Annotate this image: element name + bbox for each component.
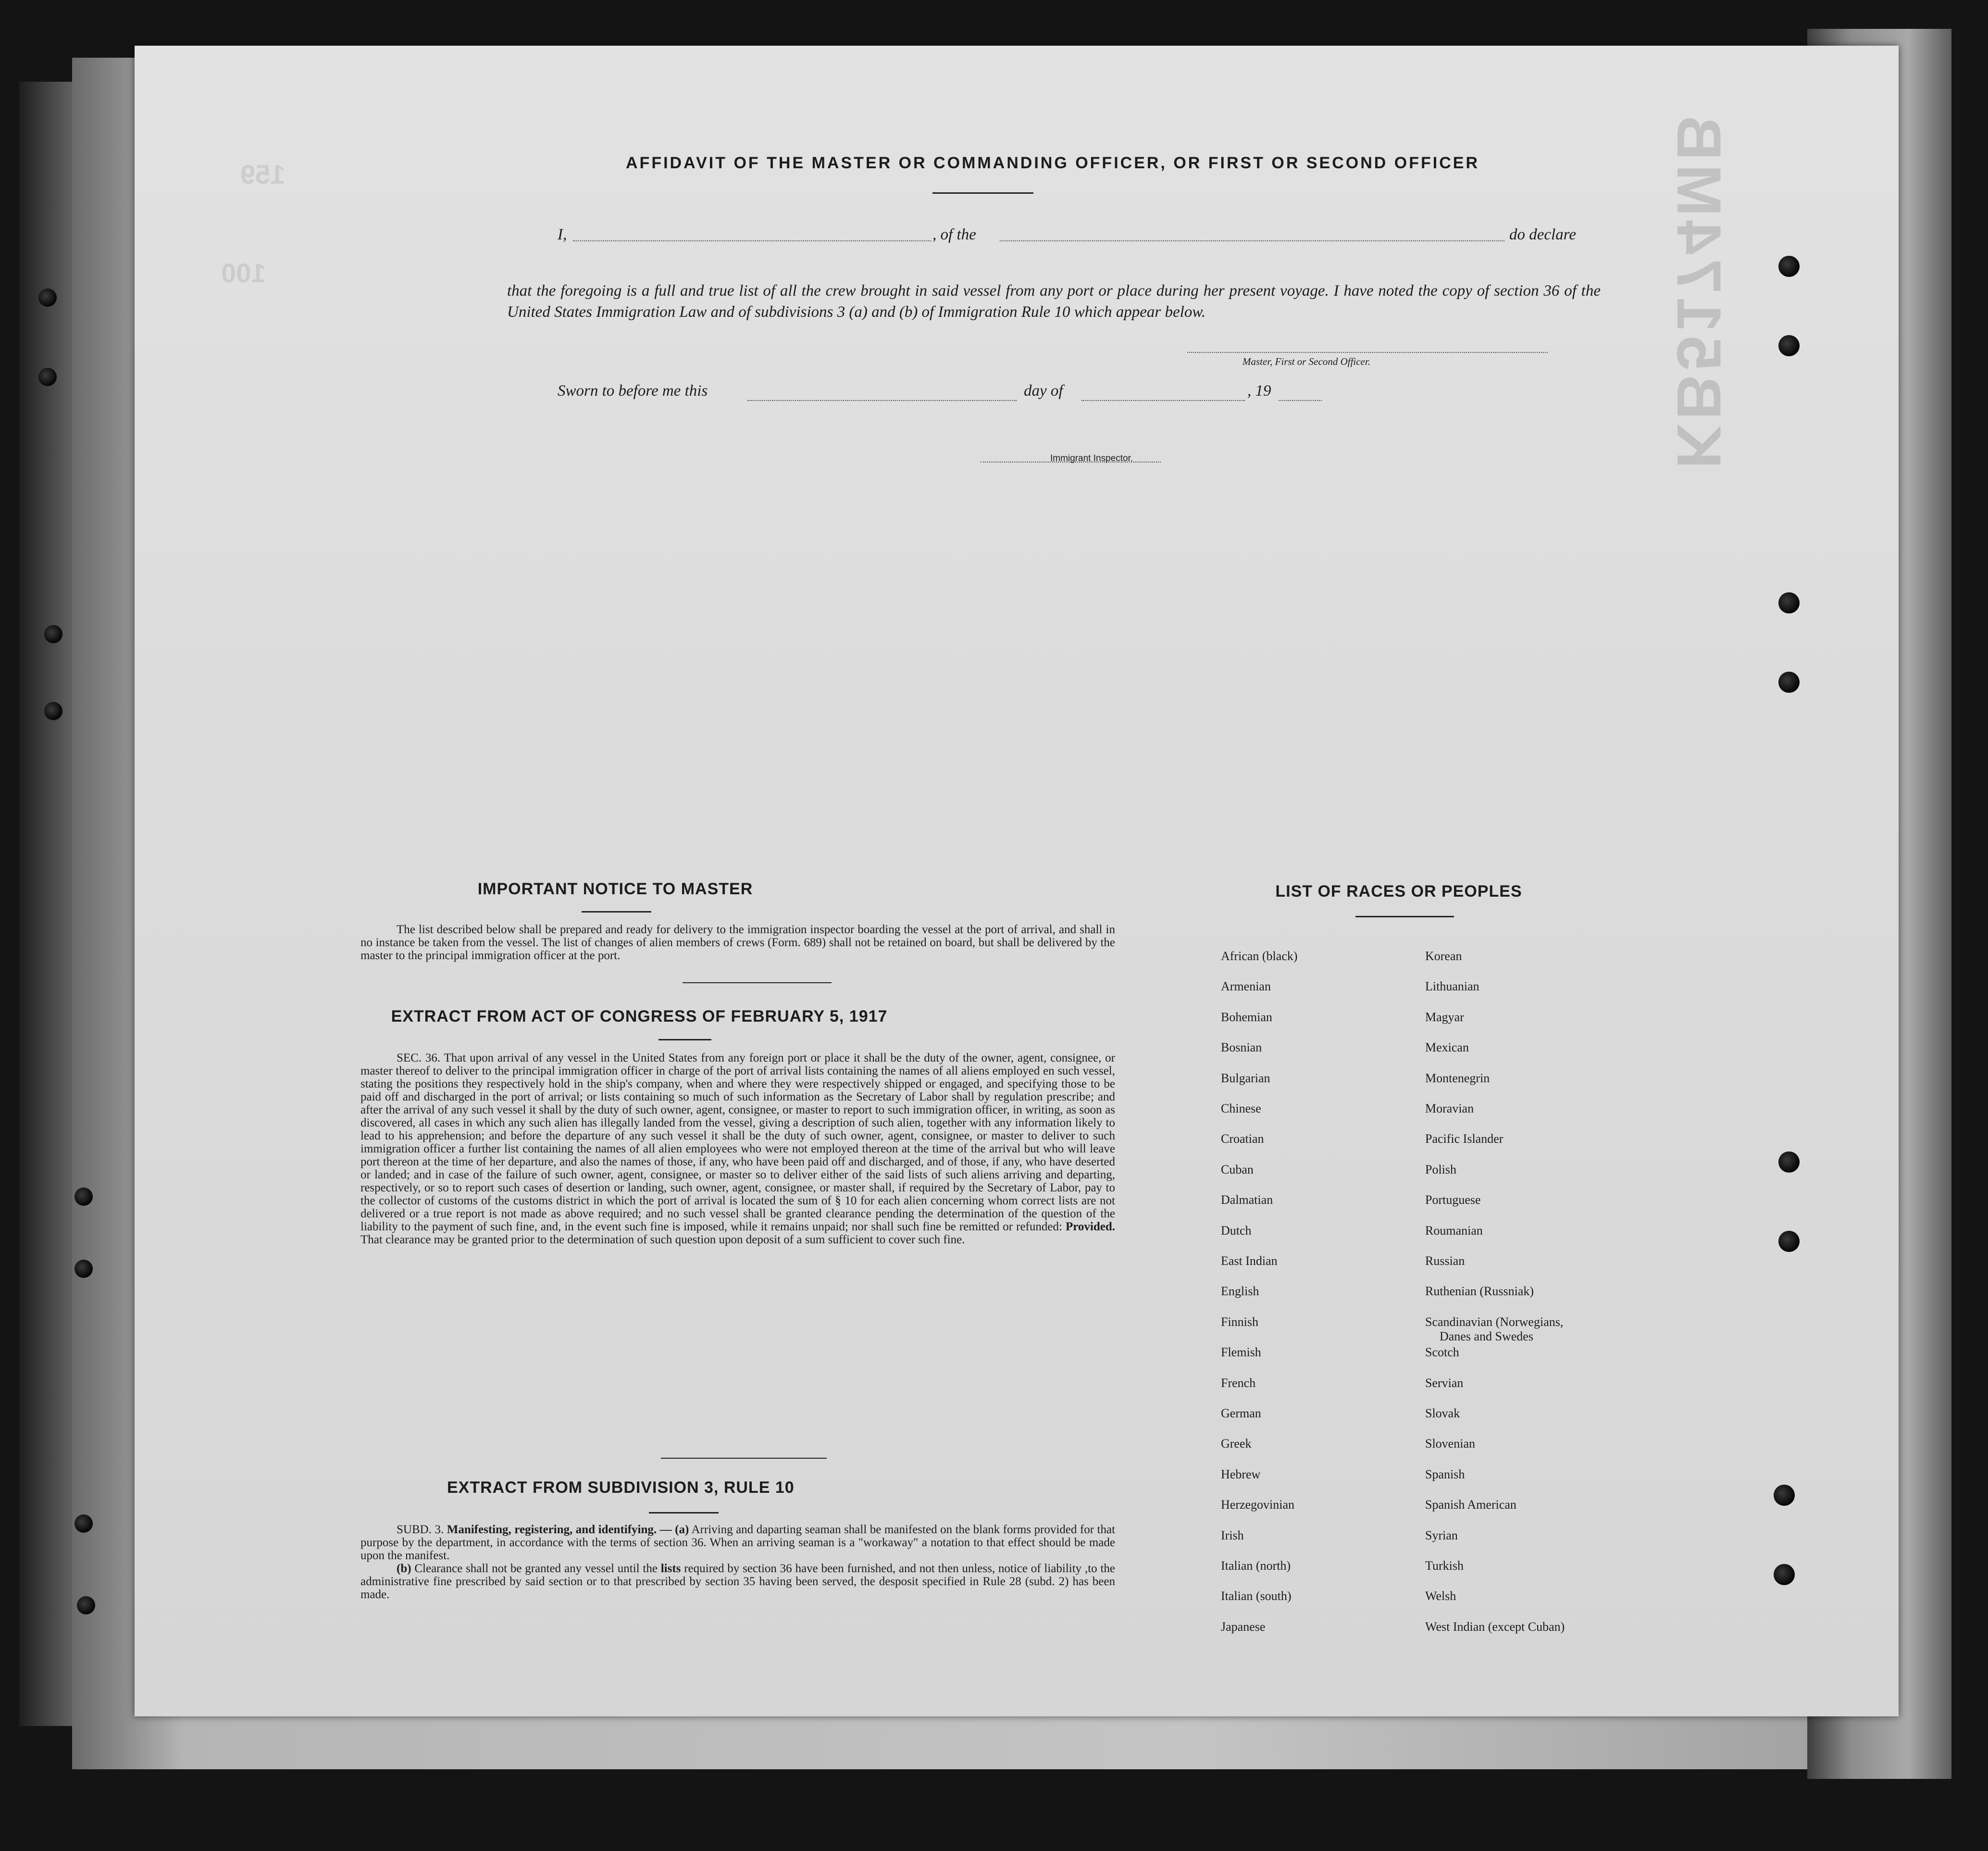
race-item: Russian xyxy=(1425,1254,1465,1268)
notice-separator xyxy=(683,982,832,983)
act-underline xyxy=(659,1039,711,1040)
race-item: French xyxy=(1221,1376,1256,1390)
notice-text xyxy=(360,923,1115,962)
race-item: Roumanian xyxy=(1425,1223,1483,1238)
subd-a-label: — (a) xyxy=(659,1523,689,1536)
race-item: Bulgarian xyxy=(1221,1071,1270,1085)
affidavit-do-declare: do declare xyxy=(1509,226,1576,243)
race-item: Finnish xyxy=(1221,1314,1259,1329)
title-underline xyxy=(932,192,1033,194)
binder-hole-left xyxy=(38,288,57,307)
binder-hole-left xyxy=(75,1514,93,1533)
race-item: Polish xyxy=(1425,1162,1457,1176)
bleed-through-number: 100 xyxy=(221,258,266,288)
rule-text xyxy=(360,1523,1115,1601)
race-item: Magyar xyxy=(1425,1010,1464,1024)
act-section-end: That clearance may be granted prior to the determination of such question upon deposit of a sum sufficient to cover such fine. xyxy=(360,1233,965,1246)
race-item: Bohemian xyxy=(1221,1010,1272,1024)
bleed-through-number: 159 xyxy=(240,159,286,189)
act-text xyxy=(360,1051,1115,1246)
race-item: Lithuanian xyxy=(1425,979,1479,994)
affidavit-statement: that the foregoing is a full and true list of all the crew brought in said vessel from any port or place during her present voyage. I have noted the copy of section 36 of the United States Immigration Law and of subdivisions 3 (a) and (b) of Immigration Rule 10 which appear below. xyxy=(507,282,1601,321)
race-item: Servian xyxy=(1425,1376,1464,1390)
race-item: Spanish American xyxy=(1425,1498,1516,1512)
affidavit-i-label: I, xyxy=(558,226,567,243)
race-item: Syrian xyxy=(1425,1528,1458,1542)
binder-hole-left xyxy=(44,702,62,720)
race-item: Italian (south) xyxy=(1221,1589,1292,1603)
race-item: Korean xyxy=(1425,949,1462,963)
subd-b-label: (b) xyxy=(397,1562,411,1575)
sworn-day-blank xyxy=(747,400,1017,401)
race-item: African (black) xyxy=(1221,949,1298,963)
year-label: , 19 xyxy=(1247,382,1271,400)
race-item: Danes and Swedes xyxy=(1440,1329,1533,1343)
race-item: Italian (north) xyxy=(1221,1559,1291,1573)
binder-hole-right xyxy=(1774,1564,1795,1585)
name-blank xyxy=(573,240,931,241)
master-signature-caption: Master, First or Second Officer. xyxy=(1242,356,1370,367)
race-item: Moravian xyxy=(1425,1101,1474,1115)
race-item: Scandinavian (Norwegians, xyxy=(1425,1314,1564,1329)
race-item: Portuguese xyxy=(1425,1193,1481,1207)
races-heading: LIST OF RACES OR PEOPLES xyxy=(1275,882,1522,900)
binder-hole-left xyxy=(77,1596,95,1614)
notice-heading: IMPORTANT NOTICE TO MASTER xyxy=(477,880,753,898)
binder-hole-right xyxy=(1778,256,1800,277)
race-item: German xyxy=(1221,1406,1261,1420)
subd-prefix: SUBD. 3. xyxy=(397,1523,444,1536)
binder-hole-left xyxy=(38,368,57,386)
race-item: Turkish xyxy=(1425,1559,1464,1573)
rule-heading: EXTRACT FROM SUBDIVISION 3, RULE 10 xyxy=(447,1478,795,1497)
notice-underline xyxy=(582,911,651,913)
subd-b-text-1: Clearance shall not be granted any vessel until the xyxy=(414,1562,658,1575)
race-item: Hebrew xyxy=(1221,1467,1261,1481)
binder-hole-right xyxy=(1778,592,1800,613)
races-underline xyxy=(1355,916,1454,917)
vessel-blank xyxy=(1000,240,1504,241)
race-item: English xyxy=(1221,1284,1259,1299)
race-item: Spanish xyxy=(1425,1467,1465,1481)
binder-hole-left xyxy=(75,1188,93,1206)
act-provided-label: Provided. xyxy=(1065,1220,1115,1233)
binder-hole-right xyxy=(1778,1231,1800,1252)
race-item: Pacific Islander xyxy=(1425,1132,1503,1146)
race-item: East Indian xyxy=(1221,1254,1278,1268)
race-item: Mexican xyxy=(1425,1040,1469,1055)
race-item: Slovenian xyxy=(1425,1437,1475,1451)
race-item: Greek xyxy=(1221,1437,1252,1451)
act-separator xyxy=(661,1458,827,1459)
race-item: Dalmatian xyxy=(1221,1193,1273,1207)
document-page xyxy=(135,46,1899,1716)
sworn-label: Sworn to before me this xyxy=(558,382,708,400)
binder-hole-right xyxy=(1778,1151,1800,1173)
act-section-36: SEC. 36. That upon arrival of any vessel in the United States from any foreign port or place it shall be the duty of the owner, agent, consignee, or master thereof to deliver to the principal immigration officer in charge of the port of arrival lists containing the names of all aliens employed en such vessel, stating the positions they respectively hold in the ship's company, when and where they were respectively shipped or engaged, and specifying those to be paid off and discharged in the port of arrival; or lists containing so much of such information as the Secretary of Labor shall by regulation prescribe; and after the arrival of any such vessel it shall by the duty of such owner, agent, consignee, or master to report to such immigration officer, in writing, as soon as discovered, all cases in which any such alien has illegally landed from the vessel, giving a description of such alien, together with any information likely to lead to his apprehension; and before the departure of any such vessel it shall be the duty of such owner, agent, consignee, or master to deliver to such immigration officer a further list containing the names of all alien employees who were not employed thereon at the time of the arrival but who will leave port thereon at the time of her departure, and also the names of those, if any, who have been paid off and discharged, and of those, if any, who have deserted or landed; and in case of the failure of such owner, agent, consignee, or master so to deliver either of the said lists of such aliens arriving and departing, respectively, or so to report such cases of desertion or landing, such owner, agent, consignee, or master shall, if required by the Secretary of Labor, pay to the collector of customs of the customs district in which the port of arrival is located the sum of § 10 for each alien concerning whom correct lists are not delivered or a true report is not made as above required; and no such vessel shall be granted clearance pending the determination of the question of the liability to the payment of such fine, and, in the event such fine is imposed, while it remains unpaid; nor shall such fine be remitted or refunded: xyxy=(360,1051,1115,1233)
master-signature-blank xyxy=(1187,352,1548,353)
race-item: Montenegrin xyxy=(1425,1071,1490,1085)
race-item: Croatian xyxy=(1221,1132,1264,1146)
act-heading: EXTRACT FROM ACT OF CONGRESS OF FEBRUARY 5, 1917 xyxy=(391,1007,888,1026)
subd-b-text-2: required by section 36 have been furnished, and not then unless, notice of liability ,to the administrative fine prescribed by said section or to that prescribed by section 35 having been served, the desposit specified in Rule 28 (subd. 2) has been made. xyxy=(360,1562,1115,1601)
race-item: Japanese xyxy=(1221,1619,1266,1634)
subd-a-text: Arriving and daparting seaman shall be manifested on the blank forms provided for that purpose by the department, in accordance with the terms of section 36. When an arriving seaman is a "workaway" a notation to that effect should be made upon the manifest. xyxy=(360,1523,1116,1562)
race-item: Scotch xyxy=(1425,1345,1459,1360)
bleed-through-stamp: KB5174MB xyxy=(1664,111,1734,469)
affidavit-title: AFFIDAVIT OF THE MASTER OR COMMANDING OFFICER, OR FIRST OR SECOND OFFICER xyxy=(626,154,1479,172)
race-item: Cuban xyxy=(1221,1162,1254,1176)
binder-hole-left xyxy=(44,625,62,643)
race-item: Dutch xyxy=(1221,1223,1252,1238)
race-item: Slovak xyxy=(1425,1406,1460,1420)
race-item: Armenian xyxy=(1221,979,1271,994)
day-of-label: day of xyxy=(1024,382,1063,400)
binder-hole-right xyxy=(1774,1485,1795,1506)
notice-body: The list described below shall be prepared and ready for delivery to the immigration inspector boarding the vessel at the port of arrival, and shall in no instance be taken from the vessel. The list of changes of alien members of crews (Form. 689) shall not be retained on board, but shall be delivered by the master to the principal immigration officer at the port. xyxy=(360,923,1115,962)
rule-underline xyxy=(649,1512,719,1513)
race-item: Ruthenian (Russniak) xyxy=(1425,1284,1534,1299)
race-item: Flemish xyxy=(1221,1345,1261,1360)
subd-b-lists: lists xyxy=(660,1562,681,1575)
binder-hole-left xyxy=(75,1260,93,1278)
subd-title: Manifesting, registering, and identifying. xyxy=(447,1523,657,1536)
binder-hole-right xyxy=(1778,672,1800,693)
sworn-year-blank xyxy=(1279,400,1322,401)
race-item: Welsh xyxy=(1425,1589,1456,1603)
binder-hole-right xyxy=(1778,335,1800,356)
race-item: Herzegovinian xyxy=(1221,1498,1295,1512)
affidavit-of-the-label: , of the xyxy=(932,226,976,243)
race-item: Chinese xyxy=(1221,1101,1261,1115)
race-item: Bosnian xyxy=(1221,1040,1262,1055)
race-item: Irish xyxy=(1221,1528,1244,1542)
sworn-month-blank xyxy=(1081,400,1245,401)
race-item: West Indian (except Cuban) xyxy=(1425,1619,1565,1634)
inspector-caption: Immigrant Inspector. xyxy=(1050,453,1133,463)
